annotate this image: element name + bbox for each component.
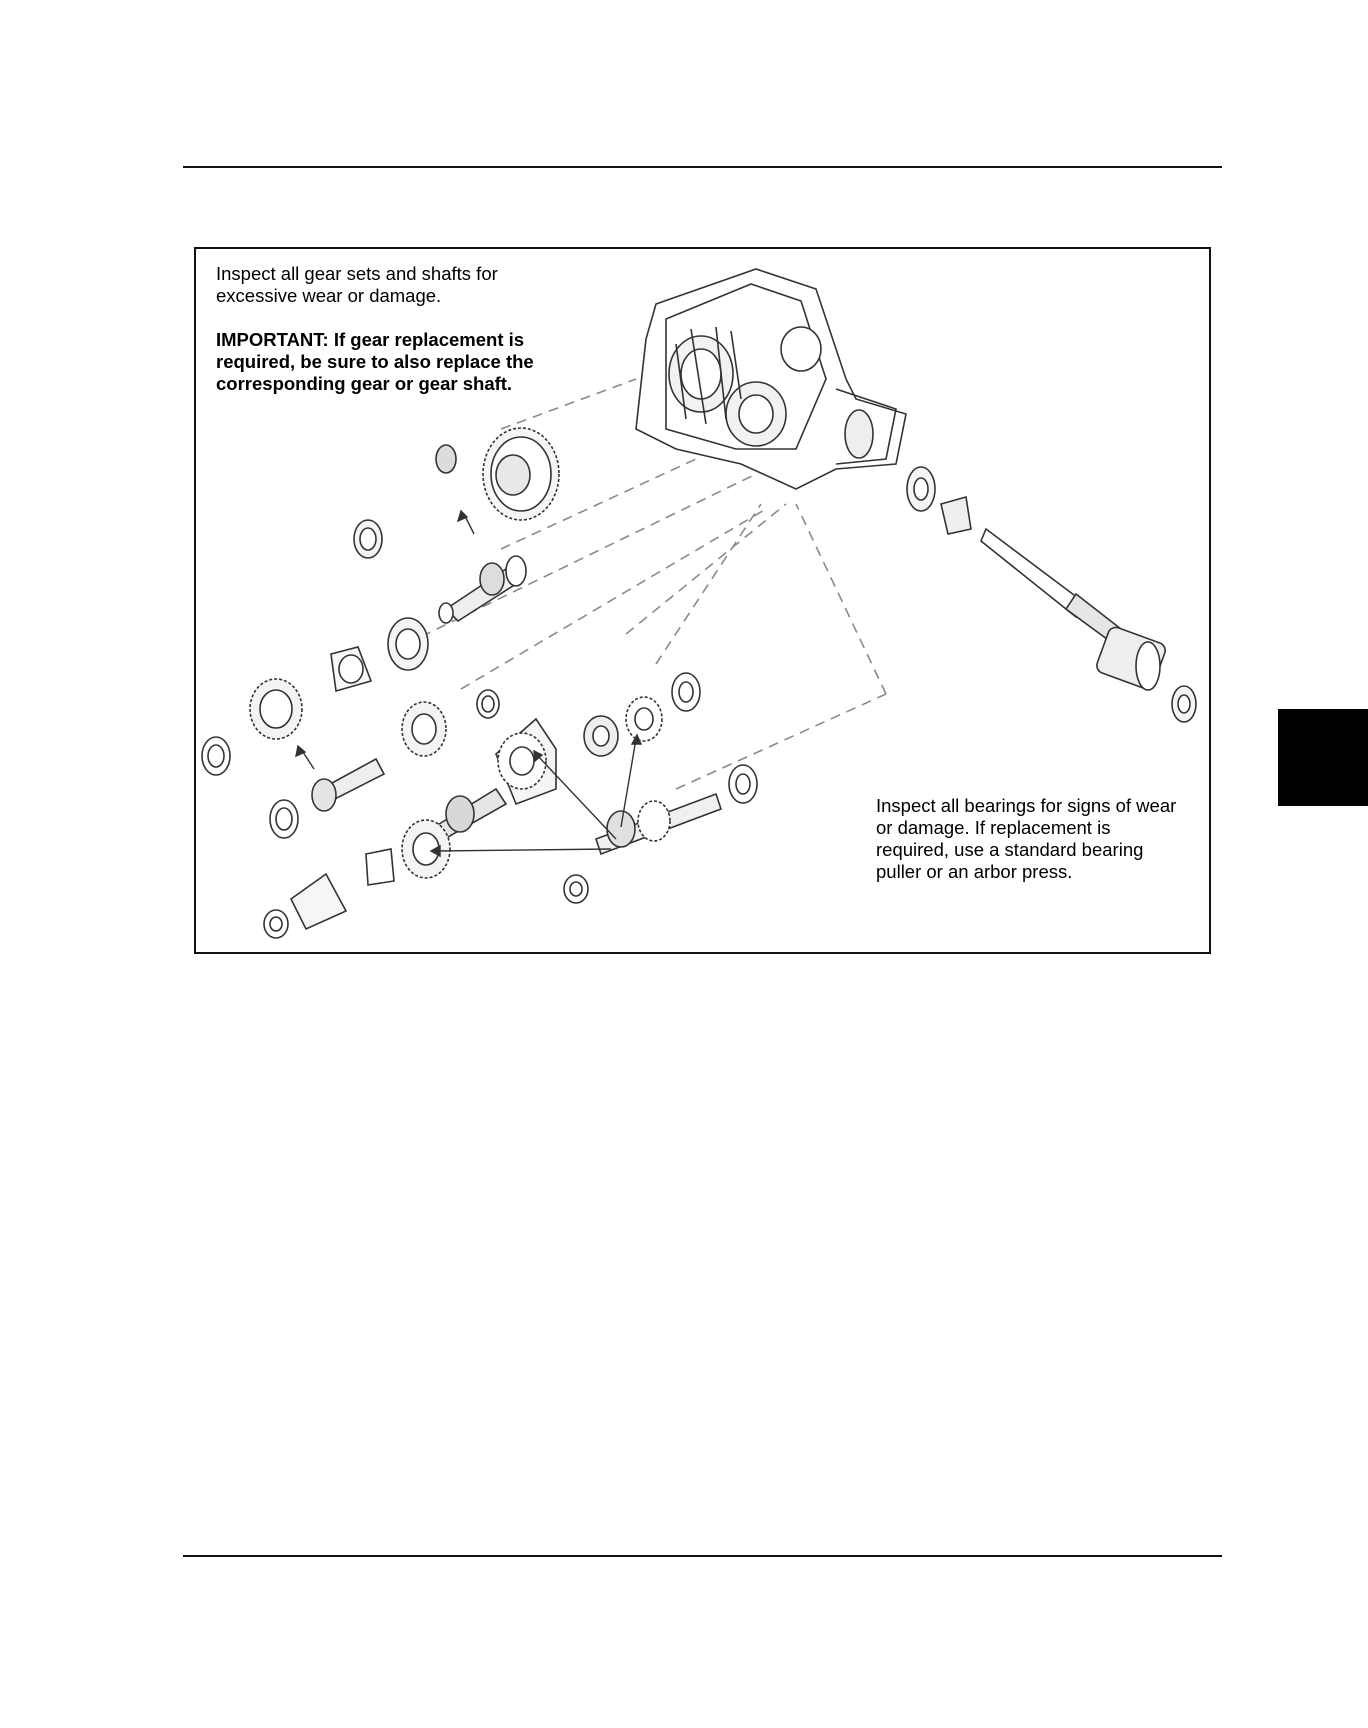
- gear-inspection-text: Inspect all gear sets and shafts for excessive wear or damage.: [216, 263, 498, 306]
- dash-line: [676, 694, 886, 789]
- dash-line: [796, 504, 886, 694]
- transaxle-housing: [636, 269, 906, 489]
- countershaft-assembly: [496, 673, 757, 903]
- dash-line: [626, 504, 786, 634]
- dash-line: [461, 509, 766, 689]
- section-thumb-tab: [1278, 709, 1368, 806]
- important-text: If gear replacement is required, be sure to also replace the corresponding gear or gear shaft.: [216, 329, 534, 394]
- bearing-inspection-text: Inspect all bearings for signs of wear or damage. If replacement is required, use a standard bearing puller or an arbor press.: [876, 795, 1177, 882]
- footer-rule: [183, 1555, 1222, 1557]
- output-shaft-assembly: [907, 467, 1196, 722]
- exploded-view-figure: [194, 247, 1211, 954]
- important-label: IMPORTANT:: [216, 329, 329, 350]
- dash-line: [656, 504, 761, 664]
- bearing-inspection-note: [876, 795, 1186, 883]
- header-rule: [183, 166, 1222, 168]
- important-note: [216, 329, 576, 395]
- gear-inspection-note: [216, 263, 576, 395]
- lower-gear-stack: [202, 679, 506, 938]
